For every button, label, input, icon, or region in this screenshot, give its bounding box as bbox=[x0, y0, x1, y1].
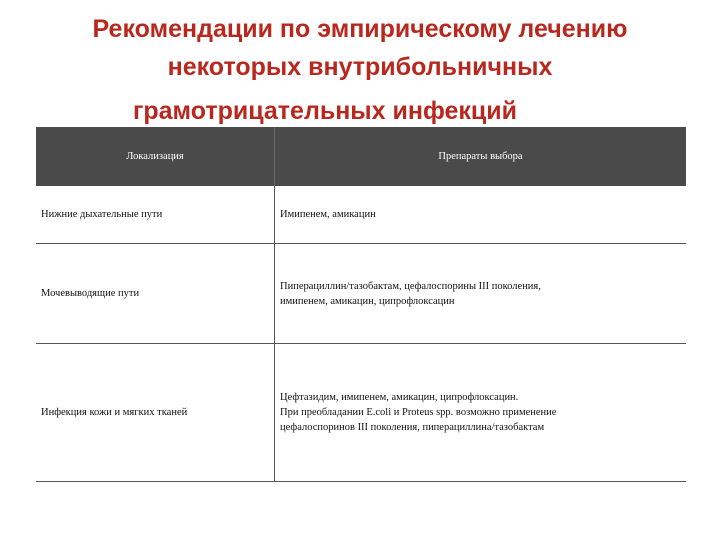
cell-location: Мочевыводящие пути bbox=[36, 244, 275, 344]
cell-location: Инфекция кожи и мягких тканей bbox=[36, 344, 275, 482]
cell-location: Нижние дыхательные пути bbox=[36, 186, 275, 244]
title-line-3: грамотрицательных инфекций bbox=[132, 97, 518, 125]
table-header-row bbox=[36, 127, 686, 186]
cell-drugs bbox=[275, 344, 687, 482]
drugs-line: Имипенем, амикацин bbox=[280, 209, 376, 220]
title-line-2: некоторых внутрибольничных bbox=[167, 53, 553, 81]
title-line-1: Рекомендации по эмпирическому лечению bbox=[92, 15, 628, 43]
recommendations-table bbox=[36, 127, 686, 482]
cell-drugs bbox=[275, 186, 687, 244]
drugs-line: цефалоспоринов III поколения, пиперациллина/тазобактам bbox=[280, 422, 545, 433]
header-drugs: Препараты выбора bbox=[275, 127, 687, 186]
drugs-line: Цефтазидим, имипенем, амикацин, ципрофлоксацин. bbox=[280, 392, 519, 403]
table-row bbox=[36, 186, 686, 244]
cell-drugs bbox=[275, 244, 687, 344]
drugs-line: При преобладании E.coli и Proteus spp. возможно применение bbox=[280, 407, 557, 418]
slide-title bbox=[30, 10, 690, 130]
table-row bbox=[36, 244, 686, 344]
header-location: Локализация bbox=[36, 127, 275, 186]
drugs-line: имипенем, амикацин, ципрофлоксацин bbox=[280, 295, 455, 307]
table-row bbox=[36, 344, 686, 482]
drugs-line: Пиперациллин/тазобактам, цефалоспорины III поколения, bbox=[280, 280, 541, 292]
